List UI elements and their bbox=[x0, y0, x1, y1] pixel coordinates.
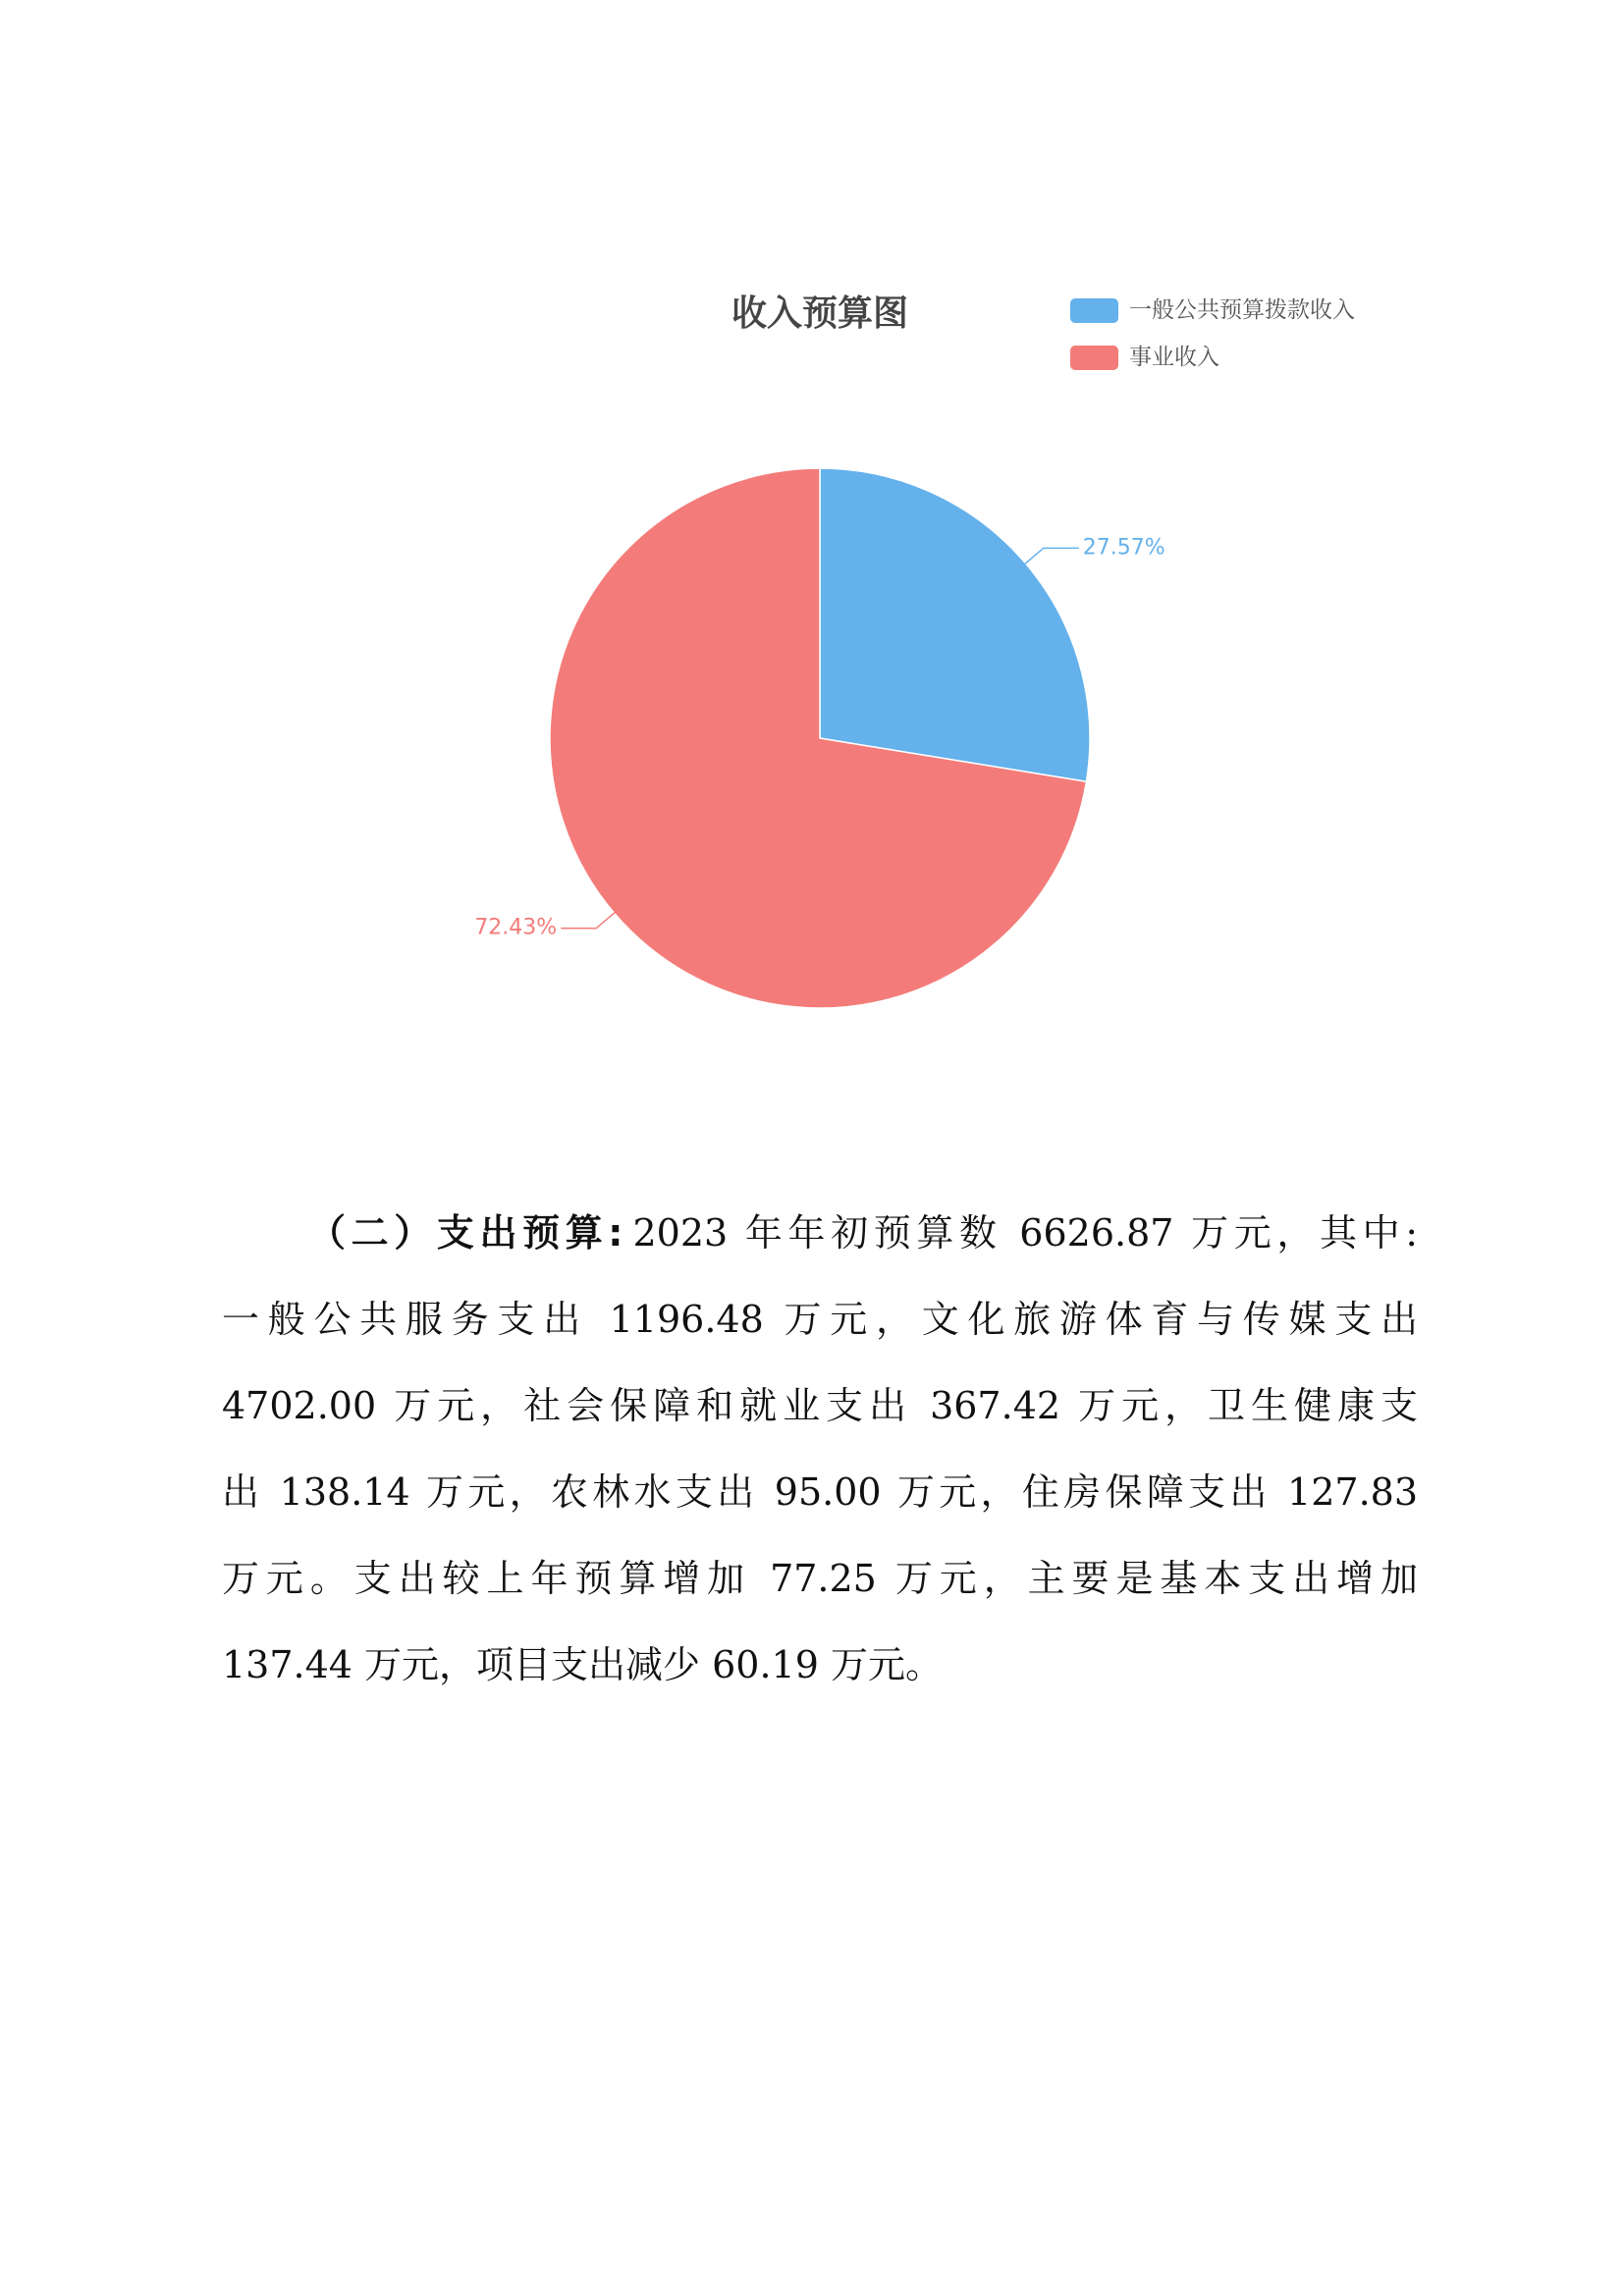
paragraph-line-2: 一般公共服务支出 1196.48 万元，文化旅游体育与传媒支出 bbox=[222, 1298, 1418, 1341]
paragraph-line-1-text: 2023 年年初预算数 6626.87 万元，其中: bbox=[632, 1211, 1418, 1255]
pie-chart bbox=[0, 0, 1624, 1080]
pie-leader-0 bbox=[1024, 548, 1079, 564]
paragraph-line-5: 万元。支出较上年预算增加 77.25 万元，主要是基本支出增加 bbox=[222, 1557, 1418, 1600]
paragraph-line-6: 137.44 万元，项目支出减少 60.19 万元。 bbox=[222, 1643, 943, 1686]
pie-slice-0 bbox=[820, 468, 1090, 781]
legend-label-general-budget: 一般公共预算拨款收入 bbox=[1129, 297, 1355, 323]
section-heading: （二）支出预算: bbox=[308, 1211, 623, 1255]
slice-label-1: 72.43% bbox=[474, 915, 558, 940]
paragraph-line-4: 出 138.14 万元，农林水支出 95.00 万元，住房保障支出 127.83 bbox=[222, 1470, 1418, 1514]
expenditure-budget-paragraph bbox=[222, 1190, 1418, 1708]
pie-slices bbox=[550, 468, 1090, 1008]
slice-label-0: 27.57% bbox=[1082, 535, 1165, 561]
legend-label-business-income: 事业收入 bbox=[1129, 345, 1219, 370]
chart-title: 收入预算图 bbox=[731, 294, 908, 334]
paragraph-line-1 bbox=[222, 1190, 1418, 1276]
pie-leader-1 bbox=[561, 912, 616, 929]
paragraph-line-3: 4702.00 万元，社会保障和就业支出 367.42 万元，卫生健康支 bbox=[222, 1384, 1418, 1427]
